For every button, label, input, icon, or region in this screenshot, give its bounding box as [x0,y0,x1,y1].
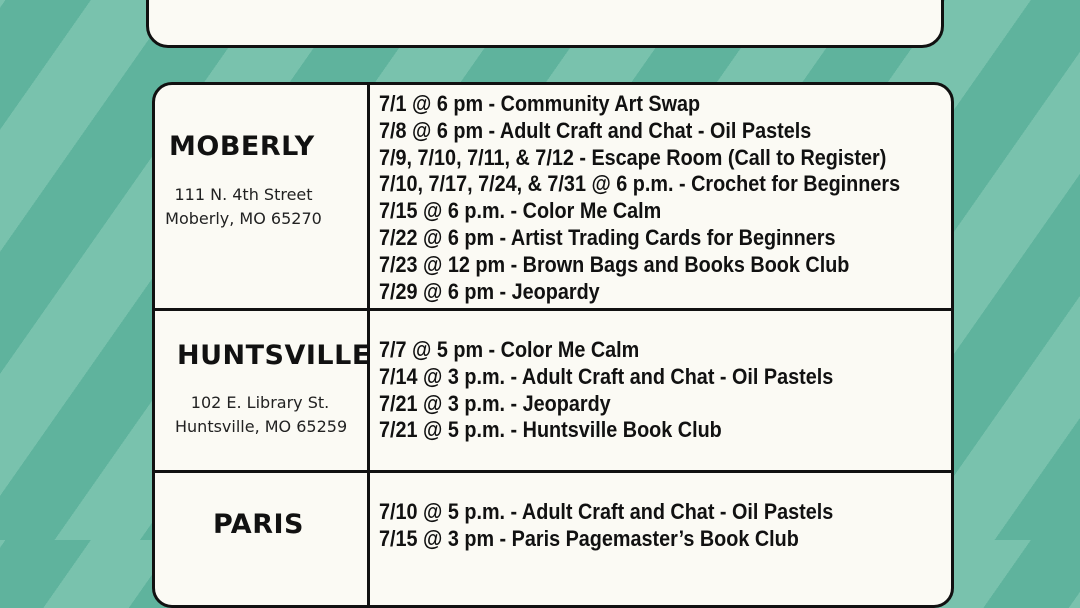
event-item: 7/14 @ 3 p.m. - Adult Craft and Chat - Oil Pastels [379,363,834,389]
row-divider-2 [155,470,951,473]
events-schedule-table [152,82,954,608]
event-item: 7/10 @ 5 p.m. - Adult Craft and Chat - Oil Pastels [379,499,834,524]
event-item: 7/21 @ 3 p.m. - Jeopardy [379,390,611,416]
event-item: 7/23 @ 12 pm - Brown Bags and Books Book Club [379,251,850,277]
location-name-huntsville: HUNTSVILLE [177,340,371,371]
address-line1-moberly: 111 N. 4th Street [174,185,313,204]
address-line2-huntsville: Huntsville, MO 65259 [175,417,348,436]
location-name-paris: PARIS [213,509,304,540]
event-list-huntsville [379,337,884,444]
address-line2-moberly: Moberly, MO 65270 [165,209,322,228]
row-divider-1 [155,308,951,311]
event-item: 7/8 @ 6 pm - Adult Craft and Chat - Oil Pastels [379,117,812,143]
event-item: 7/15 @ 3 pm - Paris Pagemaster’s Book Club [379,525,799,551]
location-name-moberly: MOBERLY [169,131,315,162]
event-list-paris [379,499,884,553]
event-item: 7/22 @ 6 pm - Artist Trading Cards for Beginners [379,224,836,250]
event-list-moberly [379,91,954,305]
event-item: 7/7 @ 5 pm - Color Me Calm [379,337,640,362]
event-item: 7/15 @ 6 p.m. - Color Me Calm [379,198,662,224]
event-item: 7/21 @ 5 p.m. - Huntsville Book Club [379,417,722,443]
event-item: 7/10, 7/17, 7/24, & 7/31 @ 6 p.m. - Crochet for Beginners [379,171,901,197]
event-item: 7/9, 7/10, 7/11, & 7/12 - Escape Room (Call to Register) [379,144,887,170]
header-card [146,0,944,48]
event-item: 7/1 @ 6 pm - Community Art Swap [379,91,701,116]
address-line1-huntsville: 102 E. Library St. [190,393,330,412]
event-item: 7/29 @ 6 pm - Jeopardy [379,278,600,304]
